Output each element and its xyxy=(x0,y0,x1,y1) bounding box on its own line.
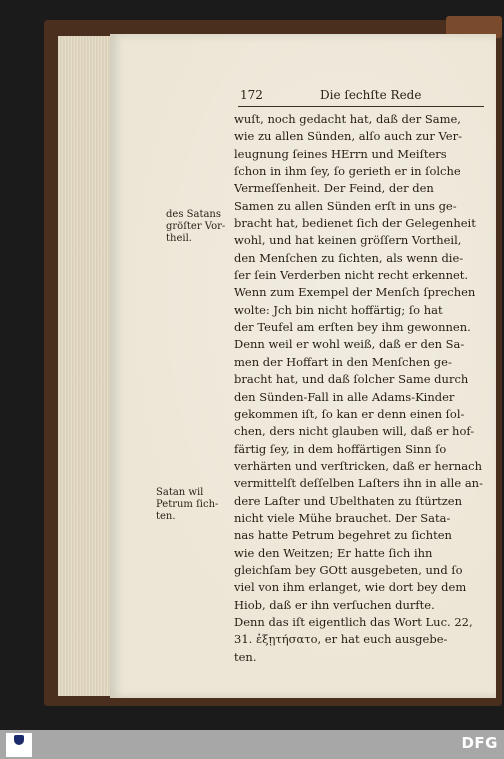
margin-note-line: theil. xyxy=(166,233,192,244)
text-line: den Menſchen zu ſichten, als wenn die- xyxy=(234,250,464,265)
text-line: bracht hat, und daß ſolcher Same durch xyxy=(234,372,469,387)
main-text xyxy=(234,111,490,666)
dfg-logo: DFG xyxy=(461,734,498,752)
margin-note-line: Satan wil xyxy=(156,487,204,498)
text-line: viel von ihm erlanget, wie dort bey dem xyxy=(234,580,467,595)
text-line: ſchon in ihm ſey, ſo gerieth er in ſolche xyxy=(234,164,461,179)
text-line: nas hatte Petrum begehret zu ſichten xyxy=(234,528,452,543)
text-line: Denn weil er wohl weiß, daß er den Sa- xyxy=(234,337,465,352)
text-line: ten. xyxy=(234,649,257,664)
text-line: wie zu allen Sünden, alſo auch zur Ver- xyxy=(234,129,462,144)
margin-note-sift-peter xyxy=(156,487,218,523)
text-line: men der Hoffart in den Menſchen ge- xyxy=(234,354,452,369)
text-line: Denn das iſt eigentlich das Wort Luc. 22, xyxy=(234,614,473,629)
text-line: Hiob, daß er ihn verſuchen durfte. xyxy=(234,597,435,612)
text-line: färtig ſey, in dem hoffärtigen Sinn ſo xyxy=(234,441,447,456)
text-line: chen, ders nicht glauben will, daß er hof- xyxy=(234,424,475,439)
text-line: Wenn zum Exempel der Menſch ſprechen xyxy=(234,285,476,300)
margin-note-line: Petrum ſich- xyxy=(156,499,219,510)
text-line: verhärten und verſtricken, daß er hernach xyxy=(234,458,482,473)
text-line: 31. ἐξῃτήσατο, er hat euch ausgebe- xyxy=(234,632,448,647)
running-header xyxy=(240,88,490,104)
page-edges xyxy=(58,36,111,696)
text-line: gleichſam bey GOtt ausgebeten, und ſo xyxy=(234,562,463,577)
franckesche-stiftungen-logo xyxy=(6,733,32,757)
text-line: wolte: Jch bin nicht hoffärtig; ſo hat xyxy=(234,302,443,317)
page-number: 172 xyxy=(240,88,263,102)
foundation-crest-icon xyxy=(14,735,24,745)
text-line: wuſt, noch gedacht hat, daß der Same, xyxy=(234,112,461,126)
text-line: gekommen iſt, ſo kan er denn einen ſol- xyxy=(234,406,465,421)
text-line: nicht viele Mühe brauchet. Der Sata- xyxy=(234,510,451,525)
text-line: wie den Weitzen; Er hatte ſich ihn xyxy=(234,545,433,560)
running-title: Die ſechſte Rede xyxy=(320,88,422,102)
text-line: der Teufel am erſten bey ihm gewonnen. xyxy=(234,320,471,335)
text-line: vermittelſt deſſelben Laſters ihn in alle an- xyxy=(234,476,483,491)
viewer-footer-bar xyxy=(0,730,504,759)
text-line: bracht hat, bedienet ſich der Gelegenheit xyxy=(234,216,476,231)
margin-note-line: ten. xyxy=(156,511,176,522)
text-line: leugnung ſeines HErrn und Meiſters xyxy=(234,146,447,161)
text-line: ſer ſein Verderben nicht recht erkennet. xyxy=(234,268,469,283)
text-line: den Sünden-Fall in alle Adams-Kinder xyxy=(234,389,455,404)
text-line: Samen zu allen Sünden erſt in uns ge- xyxy=(234,198,457,213)
margin-note-line: gröſter Vor- xyxy=(166,221,226,232)
text-line: Vermeſſenheit. Der Feind, der den xyxy=(234,181,434,196)
margin-note-line: des Satans xyxy=(166,209,221,220)
header-rule xyxy=(238,106,484,107)
margin-note-satan-advantage xyxy=(166,209,225,245)
text-line: wohl, und hat keinen gröſſern Vortheil, xyxy=(234,233,462,248)
text-line: dere Laſter und Ubelthaten zu ſtürtzen xyxy=(234,493,462,508)
